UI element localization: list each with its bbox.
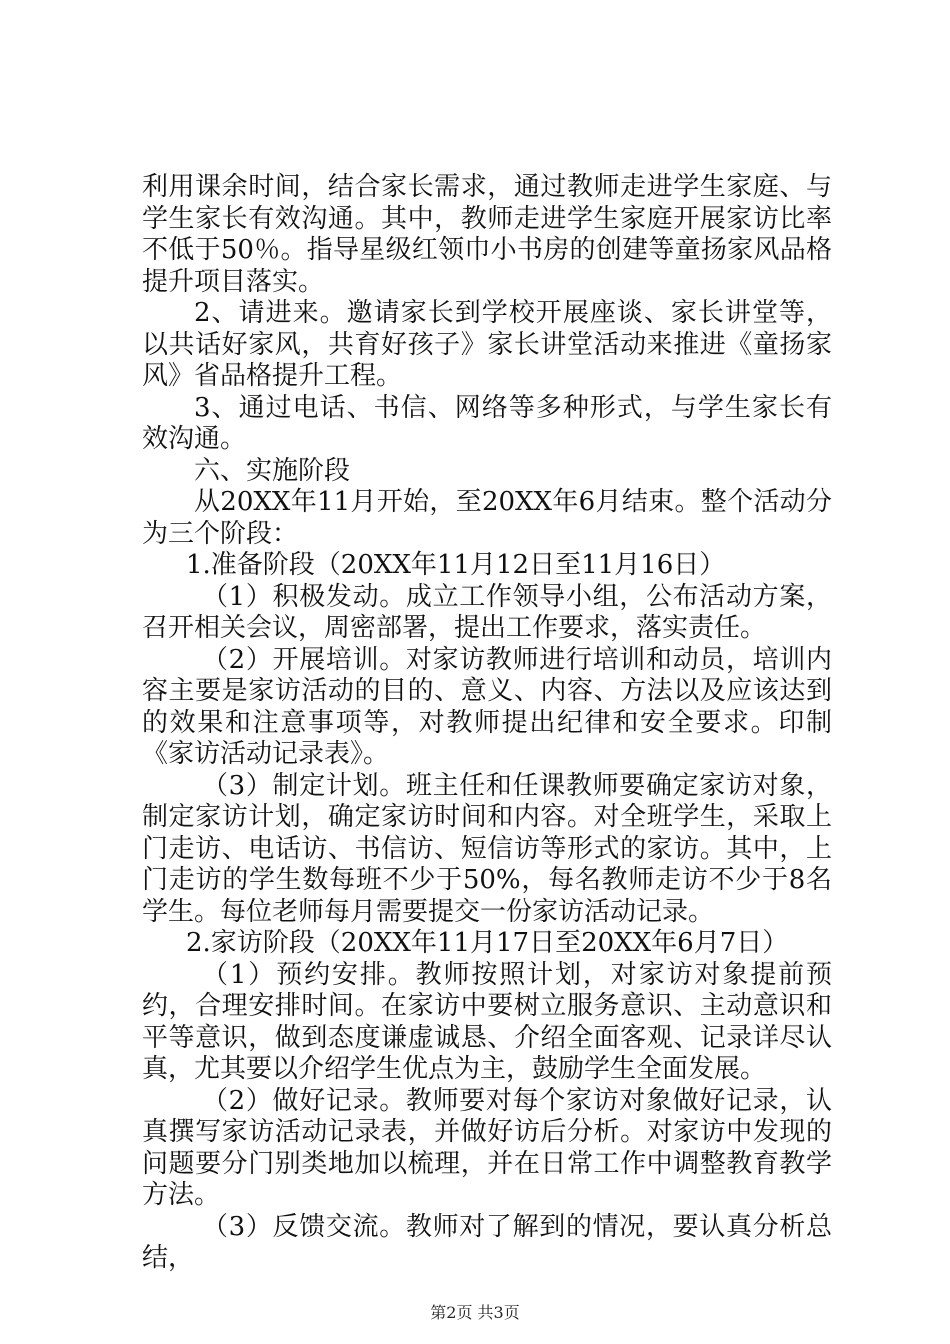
paragraph-intro-continued: 利用课余时间，结合家长需求，通过教师走进学生家庭、与学生家长有效沟通。其中，教师走进学生家庭开展家访比率不低于50％。指导星级红领巾小书房的创建等童扬家风品格提升项目落实。 — [142, 172, 832, 297]
paragraph-record: （2）做好记录。教师要对每个家访对象做好记录，认真撰写家访活动记录表，并做好访后分析。对家访中发现的问题要分门别类地加以梳理，并在日常工作中调整教育教学方法。 — [142, 1085, 832, 1210]
paragraph-mobilize: （1）积极发动。成立工作领导小组，公布活动方案，召开相关会议，周密部署，提出工作要求，落实责任。 — [142, 581, 832, 643]
paragraph-invite-in: 2、请进来。邀请家长到学校开展座谈、家长讲堂等，以共话好家风，共育好孩子》家长讲堂活动来推进《童扬家风》省品格提升工程。 — [142, 298, 832, 391]
paragraph-feedback: （3）反馈交流。教师对了解到的情况，要认真分析总结， — [142, 1211, 832, 1273]
section-heading-implementation: 六、实施阶段 — [194, 455, 351, 486]
document-body — [142, 172, 832, 1275]
page-number: 第2页 共3页 — [430, 1303, 520, 1322]
paragraph-appointment: （1）预约安排。教师按照计划，对家访对象提前预约，合理安排时间。在家访中要树立服务意识、主动意识和平等意识，做到态度谦虚诚恳、介绍全面客观、记录详尽认真，尤其要以介绍学生优点为主，鼓励学生全面发展。 — [142, 959, 832, 1084]
stage-heading-home-visit: 2.家访阶段（20XX年11月17日至20XX年6月7日） — [186, 928, 789, 958]
paragraph-planning: （3）制定计划。班主任和任课教师要确定家访对象，制定家访计划，确定家访时间和内容。对全班学生，采取上门走访、电话访、书信访、短信访等形式的家访。其中，上门走访的学生数每班不少于50%，每名教师走访不少于8名学生。每位老师每月需要提交一份家访活动记录。 — [142, 770, 832, 927]
paragraph-training: （2）开展培训。对家访教师进行培训和动员，培训内容主要是家访活动的目的、意义、内容、方法以及应该达到的效果和注意事项等，对教师提出纪律和安全要求。印制《家访活动记录表》。 — [142, 644, 832, 769]
paragraph-communication: 3、通过电话、书信、网络等多种形式，与学生家长有效沟通。 — [142, 392, 832, 454]
paragraph-timeline: 从20XX年11月开始，至20XX年6月结束。整个活动分为三个阶段： — [142, 487, 832, 549]
stage-heading-preparation: 1.准备阶段（20XX年11月12日至11月16日） — [186, 550, 726, 580]
